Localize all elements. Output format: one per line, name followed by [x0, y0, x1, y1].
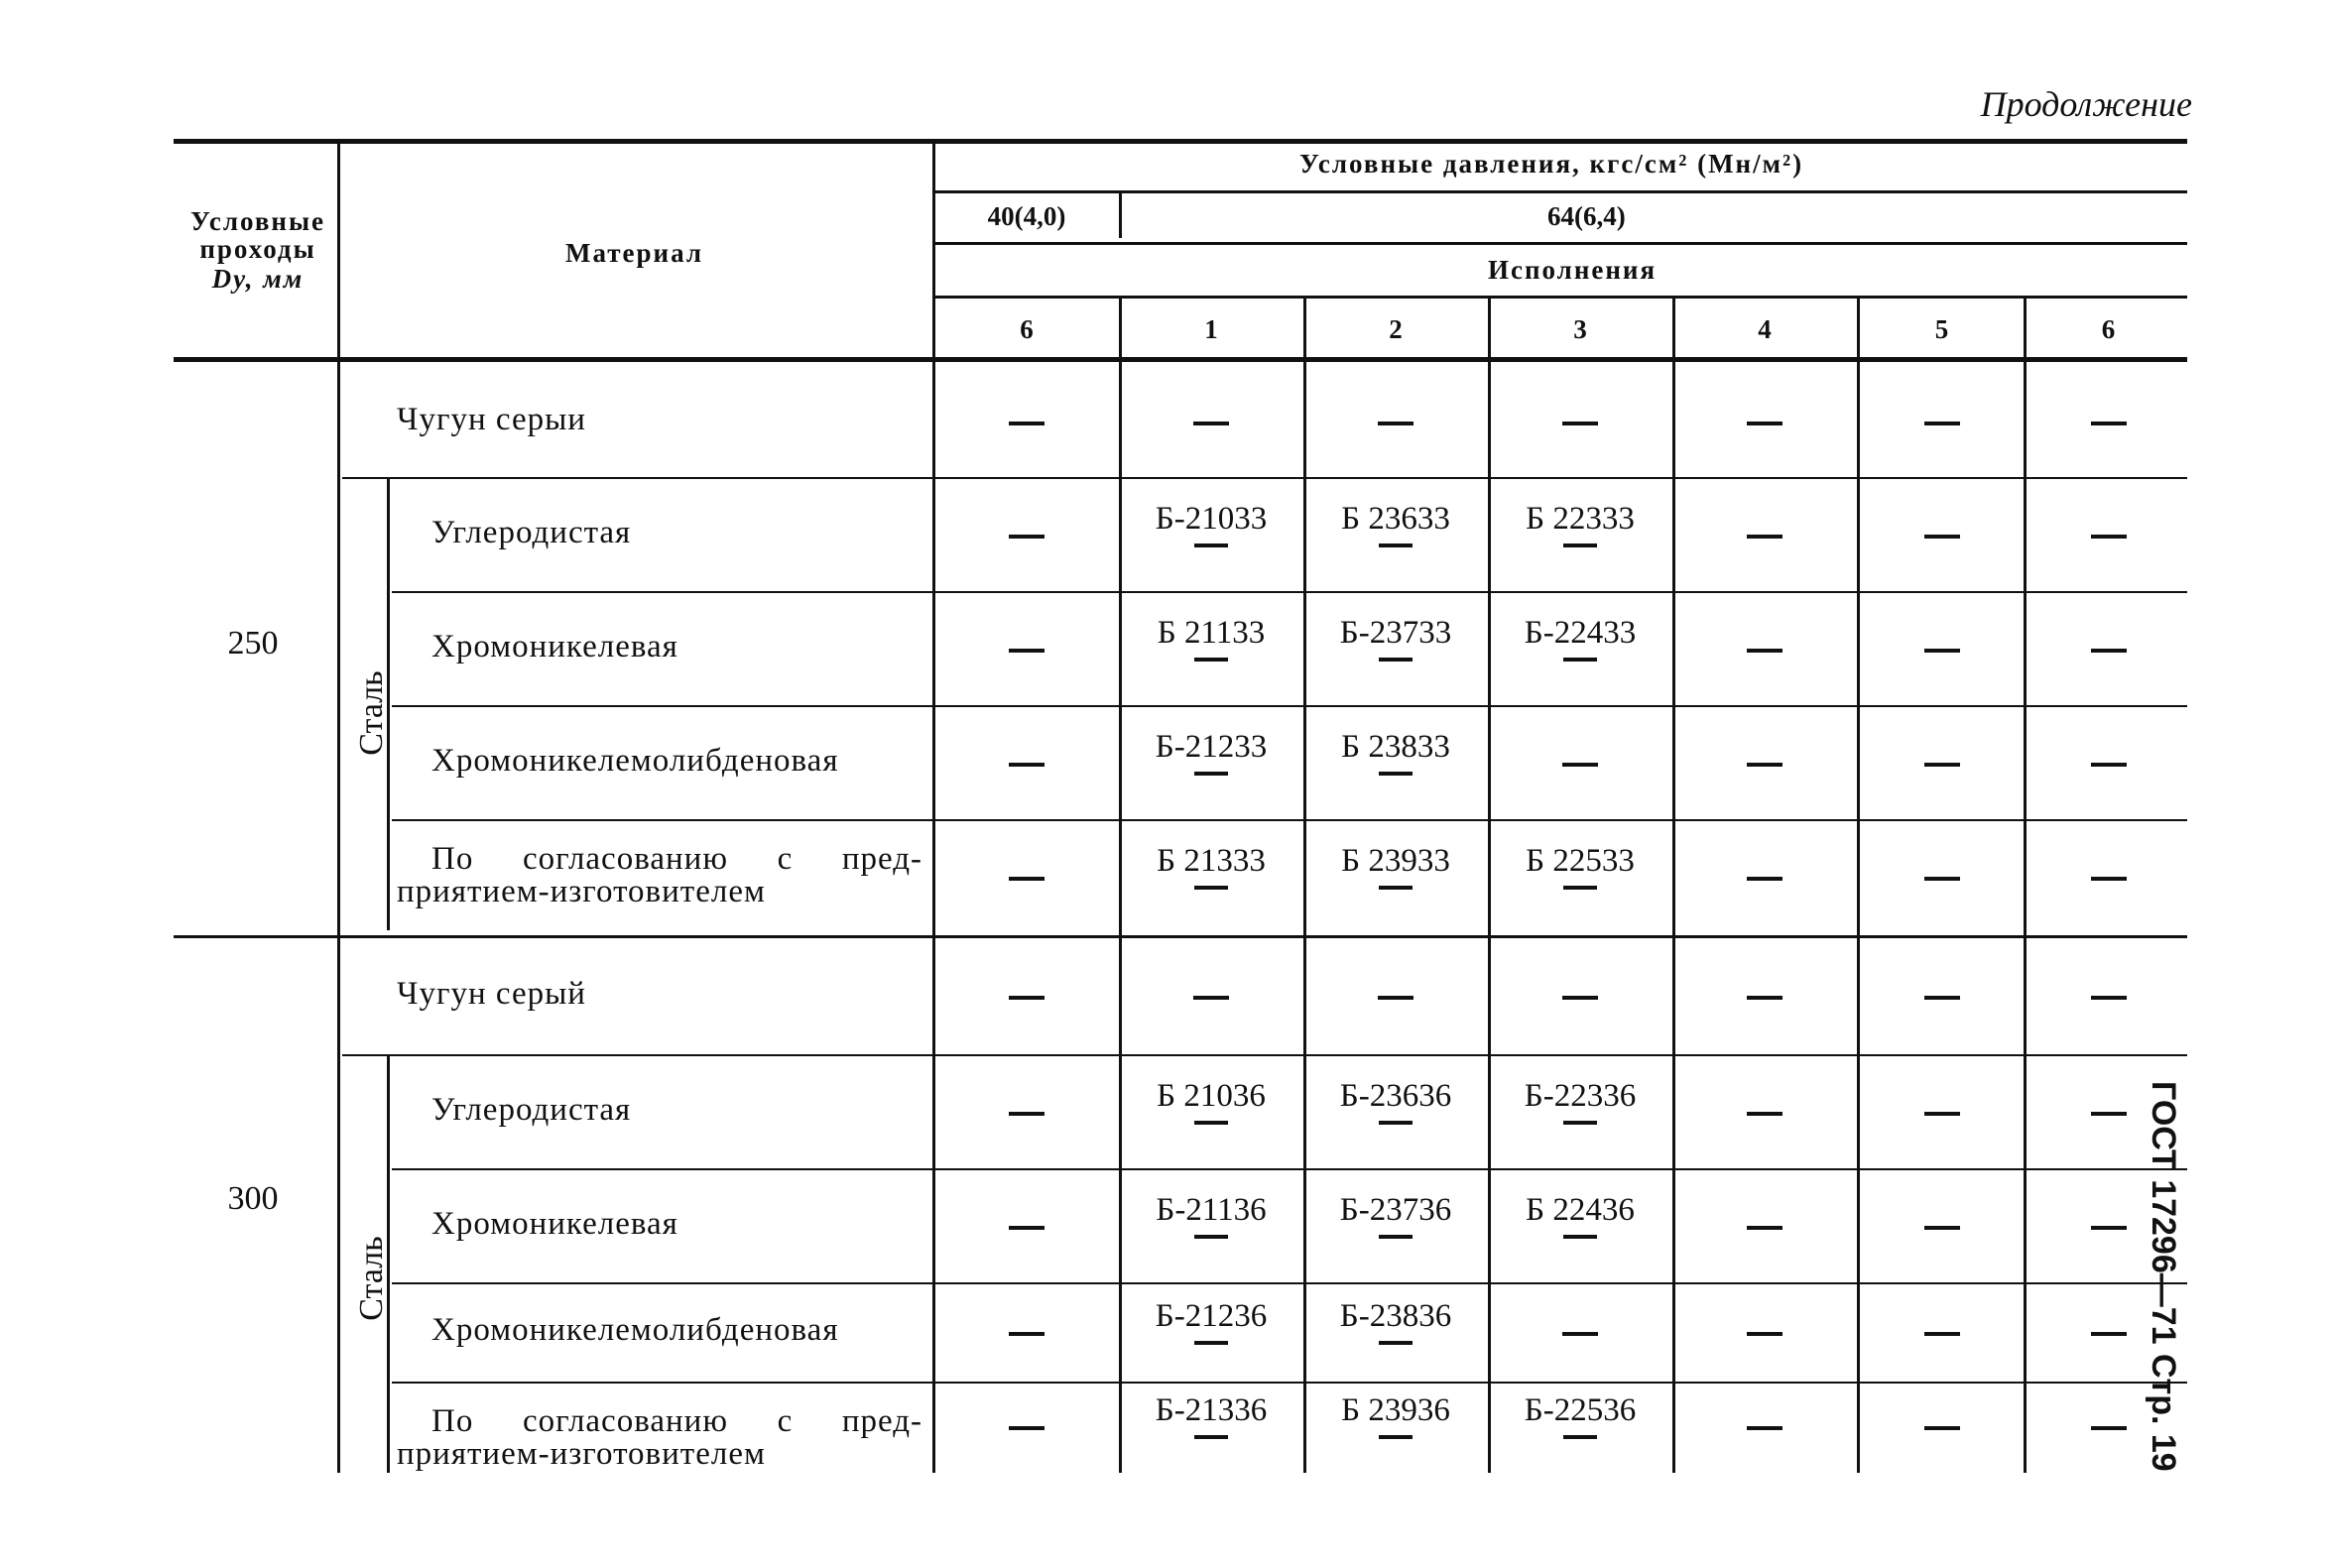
- dn-header-3: Dу, мм: [211, 264, 305, 294]
- material-cell: Хромоникелемолибденовая: [431, 1312, 839, 1348]
- product-code: [1306, 843, 1485, 890]
- product-code: [1306, 1298, 1485, 1345]
- material-cell: Чугун серый: [397, 975, 586, 1012]
- top-rule: [174, 139, 2187, 144]
- product-code-text: Б 23936: [1341, 1392, 1450, 1428]
- product-code-text: Б 22436: [1526, 1191, 1635, 1228]
- col-header-4: 4: [1758, 314, 1772, 344]
- product-code-text: Б-22433: [1524, 614, 1637, 651]
- empty-dash: [1747, 996, 1782, 1000]
- product-code-text: Б 22533: [1526, 842, 1635, 879]
- p64-header: 64(6,4): [1547, 201, 1626, 231]
- col-rule-5: [1857, 298, 1860, 1473]
- product-code: [1306, 729, 1485, 776]
- empty-dash: [1009, 996, 1045, 1000]
- empty-dash: [1924, 877, 1960, 881]
- empty-dash: [1924, 1332, 1960, 1336]
- col-header-0: 6: [1020, 314, 1034, 344]
- empty-dash: [1009, 1426, 1045, 1430]
- empty-dash: [2091, 1112, 2127, 1116]
- steel-label-250: Сталь: [353, 670, 390, 756]
- col-header-2: 2: [1389, 314, 1403, 344]
- empty-dash: [1562, 422, 1598, 425]
- empty-dash: [1924, 1426, 1960, 1430]
- empty-dash: [1924, 649, 1960, 653]
- code-underdash: [1194, 1341, 1228, 1345]
- product-code: [1491, 843, 1669, 890]
- product-code: [1122, 1392, 1300, 1439]
- code-underdash: [1379, 1435, 1413, 1439]
- product-code-text: Б-21236: [1155, 1298, 1268, 1334]
- empty-dash: [1009, 535, 1045, 539]
- product-code: [1122, 1298, 1300, 1345]
- page-side-label: ГОСТ 17296—71 Стр. 19: [2145, 1081, 2182, 1472]
- empty-dash: [1924, 535, 1960, 539]
- code-underdash: [1379, 1121, 1413, 1125]
- code-underdash: [1563, 1235, 1597, 1239]
- product-code: [1306, 1078, 1485, 1125]
- product-code-text: Б-21233: [1155, 728, 1268, 765]
- row-rule: [342, 1054, 2187, 1056]
- product-code-text: Б-23836: [1339, 1298, 1452, 1334]
- row-rule: [342, 477, 2187, 479]
- code-underdash: [1379, 658, 1413, 662]
- col-rule-4: [1672, 298, 1675, 1473]
- row-rule: [392, 819, 2187, 821]
- row-rule: [392, 1168, 2187, 1170]
- empty-dash: [1924, 996, 1960, 1000]
- group-separator: [174, 935, 2187, 938]
- empty-dash: [1009, 1112, 1045, 1116]
- product-code: [1306, 501, 1485, 547]
- code-underdash: [1379, 1235, 1413, 1239]
- material-line-1: По согласованию с пред-: [431, 841, 922, 877]
- product-code-text: Б 23933: [1341, 842, 1450, 879]
- product-code: [1491, 1192, 1669, 1239]
- empty-dash: [1562, 996, 1598, 1000]
- empty-dash: [1009, 1332, 1045, 1336]
- code-underdash: [1563, 886, 1597, 890]
- product-code: [1491, 1392, 1669, 1439]
- material-line-2: приятием-изготовителем: [397, 874, 766, 909]
- empty-dash: [2091, 649, 2127, 653]
- empty-dash: [1747, 1332, 1782, 1336]
- product-code: [1491, 615, 1669, 662]
- code-underdash: [1194, 772, 1228, 776]
- code-underdash: [1194, 543, 1228, 547]
- empty-dash: [1924, 1112, 1960, 1116]
- empty-dash: [1009, 877, 1045, 881]
- code-underdash: [1563, 1121, 1597, 1125]
- code-underdash: [1563, 1435, 1597, 1439]
- dn-250: 250: [227, 625, 279, 662]
- product-code-text: Б-21136: [1156, 1191, 1267, 1228]
- product-code: [1491, 501, 1669, 547]
- col-header-5: 5: [1934, 314, 1949, 344]
- col-rule-6: [2024, 298, 2027, 1473]
- code-underdash: [1194, 1435, 1228, 1439]
- code-underdash: [1194, 658, 1228, 662]
- code-underdash: [1379, 1341, 1413, 1345]
- code-underdash: [1194, 886, 1228, 890]
- empty-dash: [1009, 763, 1045, 767]
- code-underdash: [1563, 658, 1597, 662]
- material-cell: [397, 841, 957, 910]
- product-code-text: Б 23833: [1341, 728, 1450, 765]
- pressure-header: Условные давления, кгс/см² (Мн/м²): [1299, 149, 1804, 179]
- product-code-text: Б-21336: [1155, 1392, 1268, 1428]
- row-rule: [392, 1382, 2187, 1384]
- product-code-text: Б-23733: [1339, 614, 1452, 651]
- product-code-text: Б 23633: [1341, 500, 1450, 537]
- product-code: [1122, 501, 1300, 547]
- product-code-text: Б 21333: [1157, 842, 1266, 879]
- material-cell: [397, 1403, 957, 1473]
- product-code-text: Б 21133: [1157, 614, 1266, 651]
- product-code: [1491, 1078, 1669, 1125]
- material-col-rule: [932, 144, 935, 1473]
- code-underdash: [1194, 1121, 1228, 1125]
- code-underdash: [1379, 772, 1413, 776]
- product-code: [1122, 843, 1300, 890]
- empty-dash: [1009, 1226, 1045, 1230]
- versions-header: Исполнения: [1488, 255, 1658, 285]
- empty-dash: [1747, 763, 1782, 767]
- empty-dash: [1924, 763, 1960, 767]
- empty-dash: [1009, 422, 1045, 425]
- empty-dash: [1193, 422, 1229, 425]
- code-underdash: [1379, 886, 1413, 890]
- empty-dash: [2091, 763, 2127, 767]
- product-code-text: Б-22536: [1524, 1392, 1637, 1428]
- product-code: [1122, 615, 1300, 662]
- pressure-values-rule: [932, 242, 2187, 245]
- material-cell: Хромоникелемолибденовая: [431, 742, 839, 779]
- empty-dash: [2091, 535, 2127, 539]
- material-cell: Хромоникелевая: [431, 628, 678, 664]
- empty-dash: [2091, 1226, 2127, 1230]
- p40-split-rule: [1119, 193, 1122, 238]
- product-code: [1306, 1392, 1485, 1439]
- header-bottom-rule: [174, 357, 2187, 362]
- product-code: [1122, 1192, 1300, 1239]
- dn-300: 300: [227, 1180, 279, 1217]
- col-header-3: 3: [1573, 314, 1587, 344]
- material-header: Материал: [565, 238, 703, 268]
- empty-dash: [1747, 649, 1782, 653]
- product-code-text: Б 21036: [1157, 1077, 1266, 1114]
- row-rule: [392, 591, 2187, 593]
- empty-dash: [1747, 877, 1782, 881]
- material-cell: Углеродистая: [431, 514, 632, 550]
- empty-dash: [1924, 1226, 1960, 1230]
- code-underdash: [1563, 543, 1597, 547]
- dn-header-2: проходы: [199, 234, 316, 264]
- product-code-text: Б-21033: [1155, 500, 1268, 537]
- material-cell: Углеродистая: [431, 1091, 632, 1128]
- dn-col-rule: [337, 144, 340, 1473]
- material-cell: Хромоникелевая: [431, 1205, 678, 1242]
- empty-dash: [2091, 877, 2127, 881]
- empty-dash: [1193, 996, 1229, 1000]
- product-code: [1122, 729, 1300, 776]
- empty-dash: [1747, 1226, 1782, 1230]
- empty-dash: [2091, 422, 2127, 425]
- empty-dash: [2091, 1426, 2127, 1430]
- col-header-6: 6: [2101, 314, 2116, 344]
- product-code-text: Б-22336: [1524, 1077, 1637, 1114]
- product-code-text: Б-23736: [1339, 1191, 1452, 1228]
- empty-dash: [2091, 1332, 2127, 1336]
- product-code-text: Б 22333: [1526, 500, 1635, 537]
- p40-header: 40(4,0): [987, 201, 1066, 231]
- empty-dash: [1562, 1332, 1598, 1336]
- empty-dash: [1747, 1112, 1782, 1116]
- dn-header-1: Условные: [189, 206, 326, 236]
- product-code: [1306, 615, 1485, 662]
- empty-dash: [1747, 535, 1782, 539]
- product-code: [1306, 1192, 1485, 1239]
- empty-dash: [1747, 422, 1782, 425]
- row-rule: [392, 705, 2187, 707]
- product-code-text: Б-23636: [1339, 1077, 1452, 1114]
- empty-dash: [1747, 1426, 1782, 1430]
- row-rule: [392, 1282, 2187, 1284]
- empty-dash: [1378, 996, 1413, 1000]
- product-code: [1122, 1078, 1300, 1125]
- empty-dash: [1378, 422, 1413, 425]
- empty-dash: [1009, 649, 1045, 653]
- material-cell: Чугун серыи: [397, 401, 586, 437]
- steel-label-300: Сталь: [353, 1236, 390, 1321]
- empty-dash: [2091, 996, 2127, 1000]
- material-line-1: По согласованию с пред-: [431, 1403, 922, 1439]
- continuation-label: Продолжение: [1980, 84, 2192, 124]
- code-underdash: [1194, 1235, 1228, 1239]
- empty-dash: [1924, 422, 1960, 425]
- code-underdash: [1379, 543, 1413, 547]
- empty-dash: [1562, 763, 1598, 767]
- col-header-1: 1: [1204, 314, 1218, 344]
- material-line-2: приятием-изготовителем: [397, 1436, 766, 1472]
